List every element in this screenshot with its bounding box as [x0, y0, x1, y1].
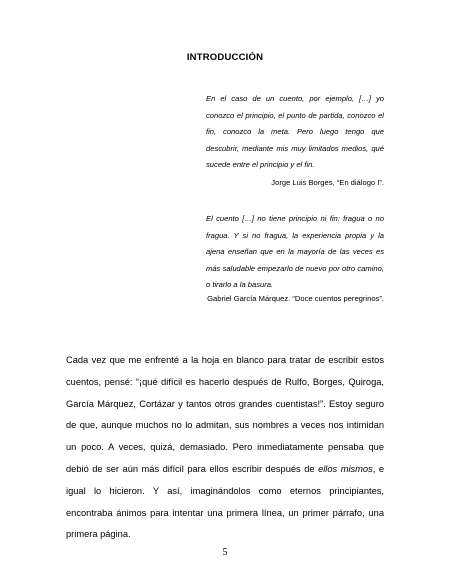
body-paragraph	[66, 350, 384, 546]
body-paragraph-italic: ellos mismos	[318, 463, 373, 474]
epigraph-borges-attribution: Jorge Luis Borges, “En diálogo I”.	[271, 178, 384, 187]
page-number: 5	[222, 547, 228, 558]
section-title: INTRODUCCIÓN	[186, 52, 264, 63]
body-paragraph-start: Cada vez que me enfrenté a la hoja en blanco para tratar de escribir estos cuentos, pensé: “¡qué difícil es hacerlo después de Rulfo, Borges, Quiroga, García Márquez, Cortázar y tantos otros grandes cuentistas!”. Estoy seguro de que, aunque muchos no lo admitan, sus nombres a veces nos intimidan un poco. A veces, quizá, demasiado. Pero inmediatamente pensaba que debió de ser aún más difícil para ellos escribir después de	[66, 355, 384, 474]
epigraph-garcia-marquez-quote: El cuento […] no tiene principio ni fin: fragua o no fragua. Y si no fragua, la experiencia propia y la ajena enseñan que en la mayoría de las veces es más saludable empezarlo de nuevo por otro camino, o tirarlo a la basura.	[206, 214, 384, 290]
epigraph-borges-quote: En el caso de un cuento, por ejemplo, […] yo conozco el principio, el punto de partida, conozco el fin, conozco la meta. Pero luego tengo que descubrir, mediante mis muy limitados medios, qué sucede entre el principio y el fin.	[206, 94, 384, 170]
body-paragraph-end: , e igual lo hicieron. Y así, imaginándolos como eternos principiantes, encontraba ánimos para intentar una primera línea, un primer párrafo, una primera página.	[66, 463, 384, 540]
epigraph-garcia-marquez-attribution: Gabriel García Márquez. “Doce cuentos peregrinos”.	[207, 294, 384, 303]
